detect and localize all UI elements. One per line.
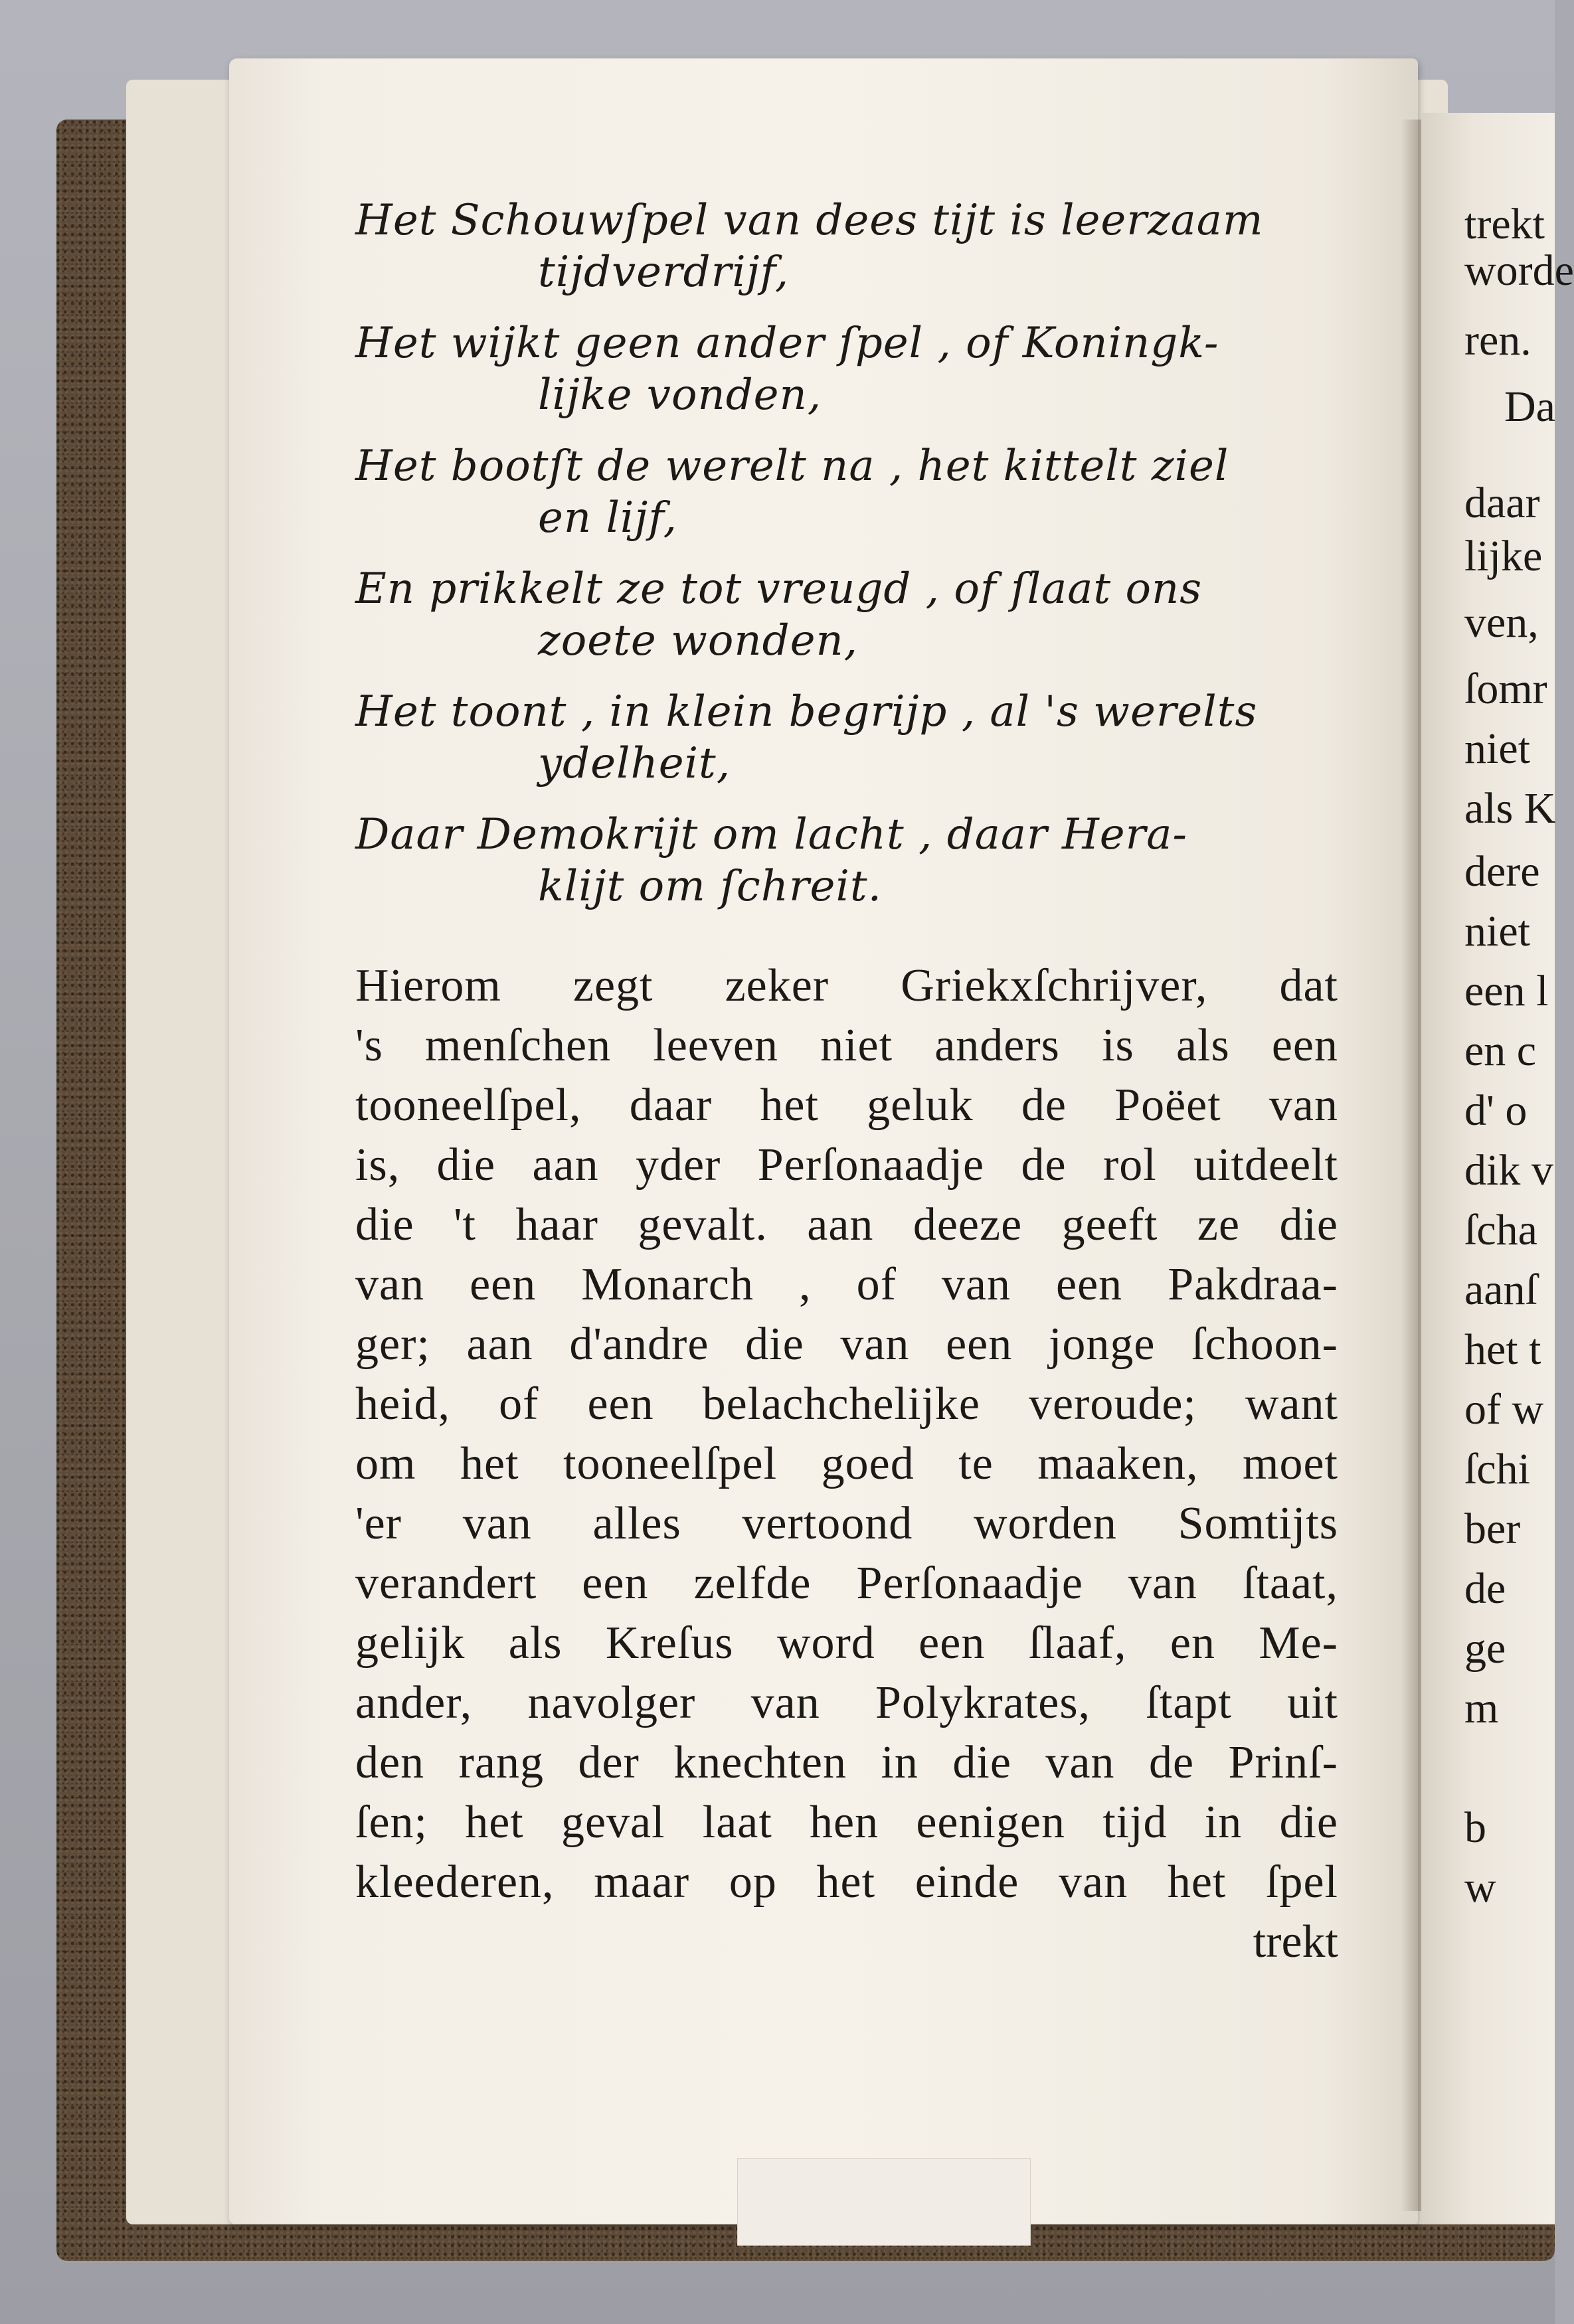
prose-line: tooneelſpel, daar het geluk de Poëet van bbox=[355, 1080, 1338, 1131]
right-fragment: niet bbox=[1464, 907, 1530, 955]
verse-line: Daar Demokrijt om lacht , daar Hera- bbox=[355, 810, 1187, 859]
verse-line: lijke vonden, bbox=[538, 371, 822, 420]
prose-line: verandert een zelfde Perſonaadje van ſtaat, bbox=[355, 1558, 1338, 1609]
right-fragment: ge bbox=[1464, 1624, 1506, 1673]
prose-line: ſen; het geval laat hen eenigen tijd in die bbox=[355, 1797, 1338, 1848]
right-fragment: Da bbox=[1504, 382, 1555, 431]
right-fragment: dere bbox=[1464, 847, 1540, 896]
right-fragment: ven, bbox=[1464, 598, 1539, 647]
right-fragment: ber bbox=[1464, 1505, 1521, 1553]
right-page-text bbox=[1464, 199, 1574, 1992]
right-fragment: als K bbox=[1464, 784, 1556, 833]
right-fragment: b bbox=[1464, 1803, 1486, 1852]
prose-line: gelijk als Kreſus word een ſlaaf, en Me- bbox=[355, 1618, 1338, 1669]
prose-line: 's menſchen leeven niet anders is als een bbox=[355, 1020, 1338, 1071]
right-fragment: en c bbox=[1464, 1027, 1537, 1075]
verse-line: En prikkelt ze tot vreugd , of ſlaat ons bbox=[355, 564, 1203, 614]
prose-line: heid, of een belachchelijke veroude; want bbox=[355, 1378, 1338, 1430]
verse-line: zoete wonden, bbox=[538, 616, 858, 665]
verse-line: en lijf, bbox=[538, 493, 677, 542]
prose-line: ander, navolger van Polykrates, ſtapt uit bbox=[355, 1677, 1338, 1728]
prose-line: ger; aan d'andre die van een jonge ſchoon- bbox=[355, 1319, 1338, 1370]
verse-line: ydelheit, bbox=[538, 739, 731, 788]
prose-line: den rang der knechten in die van de Prinſ- bbox=[355, 1737, 1338, 1788]
right-fragment: of w bbox=[1464, 1385, 1544, 1434]
right-fragment: ſomr bbox=[1464, 665, 1547, 713]
right-fragment: worde bbox=[1464, 246, 1574, 295]
prose-line: kleederen, maar op het einde van het ſpel bbox=[355, 1857, 1338, 1908]
verse-line: Het bootſt de werelt na , het kittelt ziel bbox=[355, 442, 1229, 491]
catchword: trekt bbox=[1253, 1916, 1338, 1967]
right-fragment: d' o bbox=[1464, 1086, 1528, 1135]
right-fragment: m bbox=[1464, 1684, 1499, 1732]
right-fragment: dik v bbox=[1464, 1146, 1553, 1195]
right-fragment: w bbox=[1464, 1863, 1496, 1912]
verse-line: tijdverdrijf, bbox=[538, 248, 790, 297]
right-fragment: het t bbox=[1464, 1325, 1541, 1374]
right-fragment: aanſ bbox=[1464, 1266, 1537, 1314]
right-fragment: een l bbox=[1464, 967, 1549, 1015]
prose-line: die 't haar gevalt. aan deeze geeft ze die bbox=[355, 1199, 1338, 1250]
verse-line: Het toont , in klein begrijp , al 's werelts bbox=[355, 687, 1258, 736]
prose-line: van een Monarch , of van een Pakdraa- bbox=[355, 1259, 1338, 1310]
right-fragment: ſcha bbox=[1464, 1206, 1537, 1254]
right-fragment: ren. bbox=[1464, 316, 1531, 365]
prose-line: is, die aan yder Perſonaadje de rol uitdeelt bbox=[355, 1139, 1338, 1191]
right-fragment: de bbox=[1464, 1564, 1506, 1613]
prose-line: 'er van alles vertoond worden Somtijts bbox=[355, 1498, 1338, 1549]
right-fragment: lijke bbox=[1464, 532, 1543, 580]
prose-line: Hierom zegt zeker Griekxſchrijver, dat bbox=[355, 960, 1338, 1011]
verse-line: Het Schouwſpel van dees tijt is leerzaam bbox=[355, 196, 1264, 245]
right-fragment: ſchi bbox=[1464, 1445, 1530, 1493]
prose-line: om het tooneelſpel goed te maaken, moet bbox=[355, 1438, 1338, 1489]
right-fragment: niet bbox=[1464, 724, 1530, 773]
right-fragment: trekt bbox=[1464, 200, 1545, 248]
right-fragment: daar bbox=[1464, 479, 1540, 527]
verse-line: klijt om ſchreit. bbox=[538, 862, 882, 911]
page-edge-tab bbox=[737, 2158, 1031, 2246]
verse-line: Het wijkt geen ander ſpel , of Koningk- bbox=[355, 319, 1219, 368]
